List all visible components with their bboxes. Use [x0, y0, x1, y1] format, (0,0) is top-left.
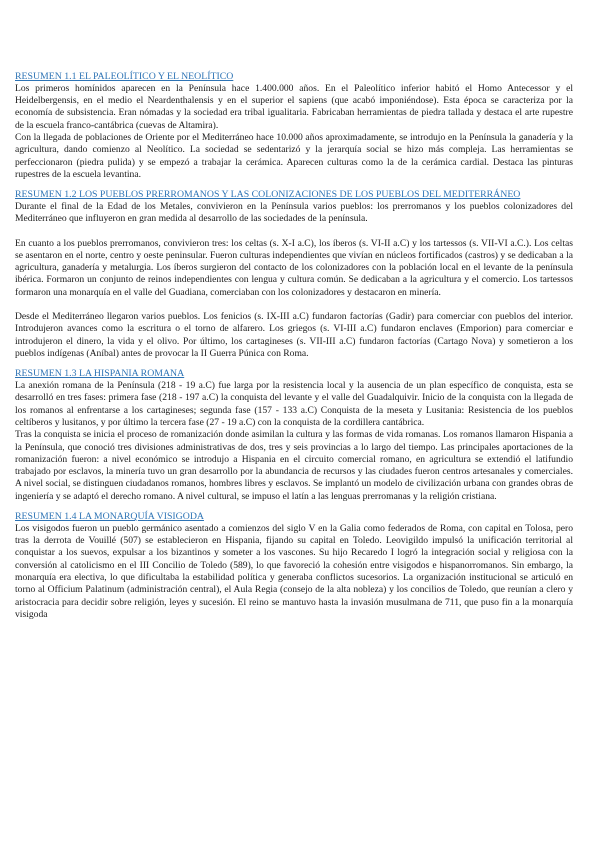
- section-heading: RESUMEN 1.1 EL PALEOLÍTICO Y EL NEOLÍTICO: [15, 71, 234, 82]
- document-page: [15, 71, 573, 621]
- section-pueblos-prerromanos: [15, 189, 573, 360]
- section-paleolitico: [15, 71, 573, 181]
- section-hispania-romana: [15, 368, 573, 503]
- section-heading: RESUMEN 1.4 LA MONARQUÍA VISIGODA: [15, 511, 204, 522]
- section-monarquia-visigoda: [15, 511, 573, 621]
- paragraph: Tras la conquista se inicia el proceso de romanización donde asimilan la cultura y las formas de vida romanas. Los romanos llamaron Hispania a la Península, que conoció tres divisiones administrativas de dos, tres y seis provincias a lo largo del tiempo. Las principales aportaciones de la romanización fueron: a nivel económico se introdujo a Hispania en el circuito comercial romano, en agricultura se extendió el latifundio trabajado por esclavos, la minería tuvo un gran desarrollo por la abundancia de recursos y las ciudades fueron centros artesanales y comerciales. A nivel social, se distinguen ciudadanos romanos, hombres libres y esclavos. Se implantó un modelo de civilización urbana con grandes obras de ingeniería y se adaptó el derecho romano. A nivel cultural, se impuso el latín a las lenguas prerromanas y la religión cristiana.: [15, 429, 573, 502]
- paragraph: Desde el Mediterráneo llegaron varios pueblos. Los fenicios (s. IX-III a.C) fundaron factorías (Gadir) para comerciar con pueblos del interior. Introdujeron avances como la escritura o el torno de alfarero. Los griegos (s. VI-III a.C) fundaron enclaves (Emporion) para comerciar e introdujeron el dinero, la vida y el olivo. Por último, los cartagineses (s. VII-III a.C) fundaron factorías (Cartago Nova) y sometieron a los pueblos indígenas (Aníbal) antes de provocar la II Guerra Púnica con Roma.: [15, 311, 573, 359]
- section-heading: RESUMEN 1.2 LOS PUEBLOS PRERROMANOS Y LAS COLONIZACIONES DE LOS PUEBLOS DEL MEDITERRÁNEO: [15, 189, 521, 201]
- paragraph: Durante el final de la Edad de los Metales, convivieron en la Península varios pueblos: los prerromanos y los pueblos colonizadores del Mediterráneo que influyeron en gran medida al desarrollo de las sociedades de la península.: [15, 200, 573, 225]
- paragraph: Los primeros homínidos aparecen en la Península hace 1.400.000 años. En el Paleolítico inferior habitó el Homo Antecessor y el Heidelbergensis, en el medio el Neardenthalensis y en el superior el sapiens (que acabó imponiéndose). Esta época se caracteriza por la economía de subsistencia. Eran nómadas y la sociedad era tribal igualitaria. Fabricaban herramientas de piedra tallada y destaca el arte rupestre de la escuela franco-cantábrica (cuevas de Altamira).: [15, 82, 573, 131]
- paragraph: Los visigodos fueron un pueblo germánico asentado a comienzos del siglo V en la Galia como federados de Roma, con capital en Tolosa, pero tras la derrota de Vouillé (507) se establecieron en Hispania, fijando su capital en Toledo. Leovigildo impulsó la unificación territorial al conquistar a los suevos, expulsar a los bizantinos y someter a los vascones. Su hijo Recaredo I logró la integración social y religiosa con la conversión al catolicismo en el III Concilio de Toledo (589), lo que favoreció la cohesión entre visigodos e hispanorromanos. Sin embargo, la monarquía era electiva, lo que dificultaba la estabilidad política y generaba conflictos sucesorios. La organización institucional se articuló en torno al Officium Palatinum (administración central), el Aula Regia (consejo de la alta nobleza) y los concilios de Toledo, que reunían a clero y aristocracia para decidir sobre religión, leyes y sucesión. El reino se mantuvo hasta la invasión musulmana de 711, que puso fin a la monarquía visigoda: [15, 522, 573, 620]
- paragraph: En cuanto a los pueblos prerromanos, convivieron tres: los celtas (s. X-I a.C), los íberos (s. VI-II a.C) y los tartessos (s. VII-VI a.C.). Los celtas se asentaron en el norte, centro y oeste peninsular. Fueron culturas independientes que vivían en núcleos fortificados (castros) y se dedicaban a la agricultura, ganadería y metalurgia. Los íberos surgieron del contacto de los colonizadores con la población local en el levante de la península ibérica. Formaron un conjunto de reinos independientes con lengua y cultura común. Se dedicaban a la agricultura y el comercio. Los tartessos formaron una monarquía en el valle del Guadiana, comerciaban con los colonizadores y destacaron en minería.: [15, 237, 573, 298]
- paragraph: La anexión romana de la Península (218 - 19 a.C) fue larga por la resistencia local y la ausencia de un plan específico de conquista, esta se desarrolló en tres fases: primera fase (218 - 197 a.C) la conquista del levante y el valle del Guadalquivir. Inicio de la conquista con la llegada de los romanos al enfrentarse a los cartagineses; segunda fase (157 - 133 a.C) Conquista de la meseta y Lusitania: Resistencia de los pueblos celtíberos y lusitanos, y por último la tercera fase (27 - 19 a.C) con la conquista de la cordillera cantábrica.: [15, 380, 573, 428]
- section-heading: RESUMEN 1.3 LA HISPANIA ROMANA: [15, 368, 185, 380]
- paragraph: Con la llegada de poblaciones de Oriente por el Mediterráneo hace 10.000 años aproximadamente, se introdujo en la Península la ganadería y la agricultura, dando comienzo al Neolítico. La sociedad se sedentarizó y la jerarquía social se hizo más compleja. Las herramientas se perfeccionaron (piedra pulida) y se empezó a trabajar la cerámica. Aparecen culturas como la de la cerámica cardial. Destaca las pinturas rupestres de la escuela levantina.: [15, 131, 573, 180]
